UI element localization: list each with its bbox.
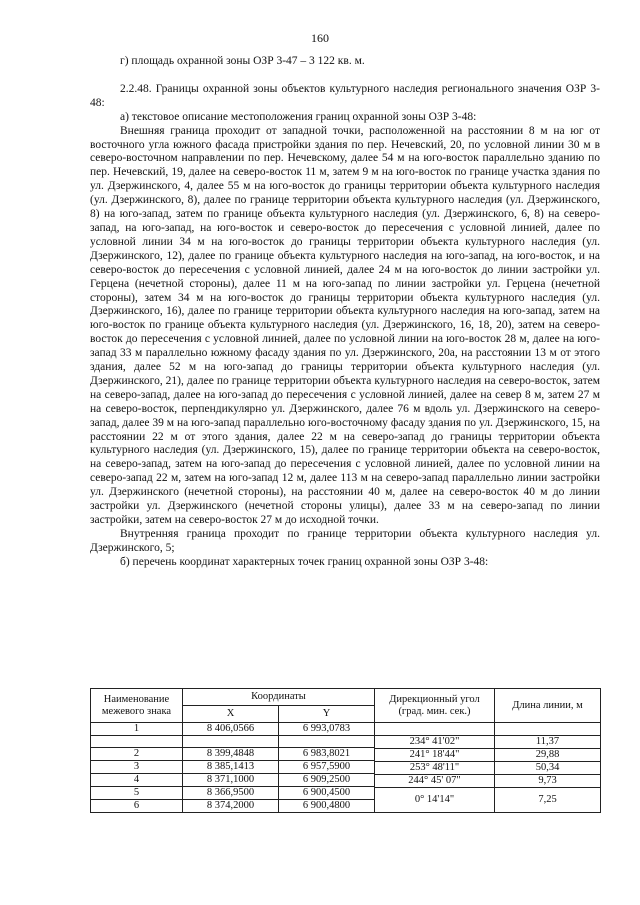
segment-length: 9,73 xyxy=(495,775,601,788)
segment-angle: 253° 48'11" xyxy=(375,762,495,775)
inner-boundary-description: Внутренняя граница проходит по границе территории объекта культурного наследия ул. Дзержинского, 5; xyxy=(90,527,600,554)
page-number: 160 xyxy=(311,31,329,45)
point-x: 8 374,2000 xyxy=(183,800,279,813)
point-name: 1 xyxy=(91,723,183,736)
point-spacer xyxy=(183,736,279,748)
length-spacer xyxy=(495,723,601,736)
line-length-header: Длина линии, м xyxy=(495,689,601,723)
point-x: 8 366,9500 xyxy=(183,787,279,800)
point-spacer xyxy=(91,736,183,748)
segment-angle: 244° 45' 07" xyxy=(375,775,495,788)
segment-angle: 234° 41'02" xyxy=(375,736,495,749)
coordinates-table xyxy=(90,688,601,813)
angle-spacer xyxy=(375,723,495,736)
point-y: 6 983,8021 xyxy=(279,748,375,761)
segment-length: 29,88 xyxy=(495,749,601,762)
area-statement: г) площадь охранной зоны ОЗР 3-47 – 3 122 кв. м. xyxy=(120,55,365,67)
point-spacer xyxy=(279,736,375,748)
document-body xyxy=(90,55,600,570)
point-y: 6 900,4800 xyxy=(279,800,375,813)
x-header: X xyxy=(183,706,279,723)
segment-length: 11,37 xyxy=(495,736,601,749)
point-y: 6 909,2500 xyxy=(279,774,375,787)
point-x: 8 399,4848 xyxy=(183,748,279,761)
segment-angle: 241° 18'44" xyxy=(375,749,495,762)
direction-angle-header: Дирекционный угол (град. мин. сек.) xyxy=(375,689,495,723)
subsection-b-heading: б) перечень координат характерных точек границ охранной зоны ОЗР 3-48: xyxy=(120,555,489,568)
point-name: 2 xyxy=(91,748,183,761)
table-row xyxy=(91,723,601,736)
segment-length: 7,25 xyxy=(495,788,601,813)
point-name: 4 xyxy=(91,774,183,787)
table-header-row xyxy=(91,689,601,706)
point-x: 8 385,1413 xyxy=(183,761,279,774)
subsection-a-heading: а) текстовое описание местоположения границ охранной зоны ОЗР 3-48: xyxy=(120,110,477,123)
segment-angle: 0° 14'14" xyxy=(375,788,495,813)
coordinates-header: Координаты xyxy=(183,689,375,706)
point-y: 6 993,0783 xyxy=(279,723,375,736)
y-header: Y xyxy=(279,706,375,723)
point-y: 6 957,5900 xyxy=(279,761,375,774)
outer-boundary-description: Внешняя граница проходит от западной точки, расположенной на расстоянии 8 м на юг от восточного угла южного фасада пристройки здания по пер. Нечевский, 20, по условной линии 30 м в северо-восточном направлении по пер. Нечевскому, далее 54 м на юго-восток параллельно зданию по пер. Нечевский, 19, далее на северо-восток 11 м, затем 9 м на юго-восток по границе участка здания по ул. Дзержинского, 4, далее 55 м на юго-восток до границы территории объекта культурного наследия (ул. Дзержинского, 8), далее по границе территории объекта культурного наследия (ул. Дзержинского, 8) на юго-запад, затем по границе объекта культурного наследия (ул. Дзержинского, 6, 8) на северо-запад, на юго-запад, на юго-восток и северо-восток до пересечения с условной линией, далее по условной линии 34 м на юго-восток до границы территории объекта культурного наследия (ул. Дзержинского, 12), далее по границе объекта культурного наследия на юго-запад, на юго-восток, и на северо-восток до пересечения с условной линией, далее 24 м на юго-восток до линии застройки ул. Герцена (нечетной стороны), далее 11 м на юго-запад по линии застройки ул. Герцена (нечетной стороны), затем 34 м на юго-восток до границы территории объекта культурного наследия (ул. Дзержинского, 16), далее по границе территории объекта культурного наследия на юго-запад, затем на юго-восток по границе объекта культурного наследия (ул. Дзержинского, 16, 18, 20), затем на северо-восток до пересечения с условной линией, далее по условной линии на юго-восток 28 м, далее на юго-запад 33 м параллельно южному фасаду здания по ул. Дзержинского, 20а, на расстоянии 13 м от этого здания, далее 52 м на юго-запад до границы территории объекта культурного наследия (ул. Дзержинского, 21), далее по границе территории объекта культурного наследия на северо-восток, затем на северо-запад, далее на юго-запад до пересечения с условной линией, далее на север 8 м, затем 27 м на северо-восток, перпендикулярно ул. Дзержинского, далее 76 м вдоль ул. Дзержинского на северо-запад, далее 39 м на юго-запад параллельно юго-восточному фасаду здания по ул. Дзержинского, 15, на расстоянии 22 м от этого здания, далее 22 м на северо-запад до границы территории объекта культурного наследия (ул. Дзержинского, 15), далее по границе территории объекта на северо-восток, на северо-запад, затем на юго-запад до пересечения с условной линией, далее по условной линии на северо-запад 22 м, затем на юго-запад 12 м, далее 113 м на северо-запад параллельно линии застройки ул. Дзержинского (нечетной стороны), на расстоянии 40 м, далее на северо-восток 40 м до линии застройки ул. Дзержинского (нечетной стороны улицы), далее 33 м на северо-запад по линии застройки, затем на северо-восток 27 м до исходной точки. xyxy=(90,124,600,526)
point-x: 8 406,0566 xyxy=(183,723,279,736)
point-name: 6 xyxy=(91,800,183,813)
segment-length: 50,34 xyxy=(495,762,601,775)
section-heading: 2.2.48. Границы охранной зоны объектов культурного наследия регионального значения ОЗР 3-48: xyxy=(90,82,600,109)
mark-name-header: Наименование межевого знака xyxy=(91,689,183,723)
point-name: 3 xyxy=(91,761,183,774)
point-x: 8 371,1000 xyxy=(183,774,279,787)
point-name: 5 xyxy=(91,787,183,800)
point-y: 6 900,4500 xyxy=(279,787,375,800)
